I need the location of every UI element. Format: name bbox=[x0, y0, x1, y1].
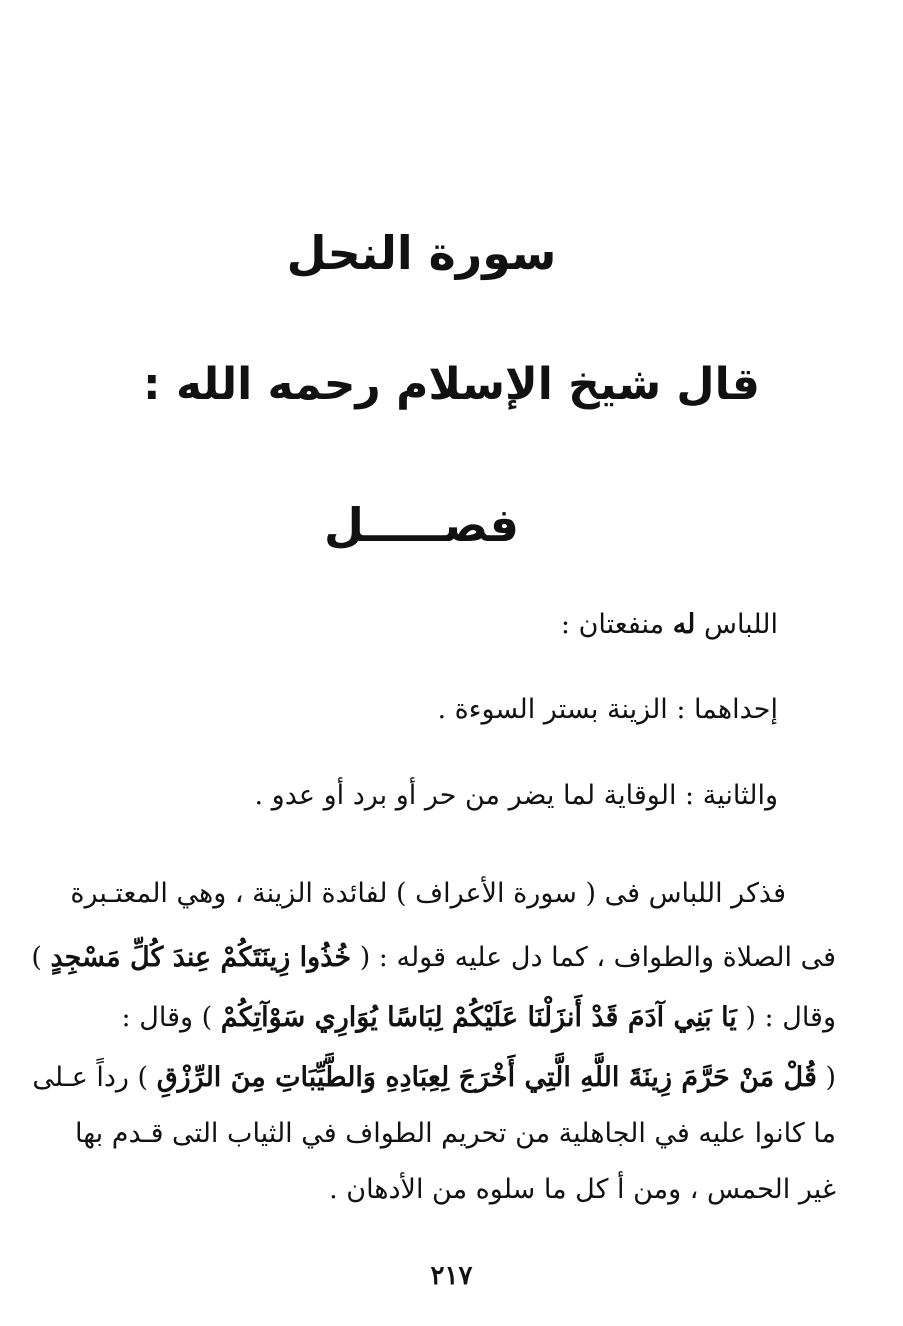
text-fragment: منفعتان : bbox=[560, 609, 665, 640]
surah-title: سورة النحل bbox=[286, 226, 557, 280]
text-fragment-bold: له bbox=[672, 609, 696, 640]
text-line-second: والثانية : الوقاية لما يضر من حر أو برد أو عدو . bbox=[254, 780, 778, 811]
quran-verse: قُلْ مَنْ حَرَّمَ زِينَةَ اللَّهِ الَّتِي أَخْرَجَ لِعِبَادِهِ وَالطَّيِّبَاتِ مِنَ الرِّزْقِ bbox=[156, 1062, 817, 1093]
paragraph-line: غير الحمس ، ومن أ كل ما سلوه من الأدهان . bbox=[329, 1174, 836, 1205]
paragraph-line bbox=[32, 1058, 836, 1098]
text-fragment: ) رداً عـلى bbox=[32, 1062, 149, 1093]
quran-verse: خُذُوا زِينَتَكُمْ عِندَ كُلِّ مَسْجِدٍ bbox=[50, 942, 352, 973]
sheikh-heading: قال شيخ الإسلام رحمه الله : bbox=[143, 359, 760, 410]
text-fragment: وقال : ( bbox=[745, 1002, 836, 1033]
page-number: ٢١٧ bbox=[430, 1261, 473, 1291]
quran-verse: يَا بَنِي آدَمَ قَدْ أَنزَلْنَا عَلَيْكُمْ لِبَاسًا يُوَارِي سَوْآتِكُمْ bbox=[220, 1002, 737, 1033]
paragraph-line bbox=[111, 998, 836, 1038]
paragraph-line: ما كانوا عليه في الجاهلية من تحريم الطواف في الثياب التى قـدم بها bbox=[75, 1118, 836, 1149]
text-fragment: ) وقال : bbox=[121, 1002, 213, 1033]
text-fragment: فى الصلاة والطواف ، كما دل عليه قوله : ( bbox=[359, 942, 836, 973]
text-line-first: إحداهما : الزينة بستر السوءة . bbox=[437, 694, 778, 725]
paragraph-line bbox=[31, 938, 836, 978]
paragraph-line: فذكر اللباس فى ( سورة الأعراف ) لفائدة الزينة ، وهي المعتـبرة bbox=[70, 878, 786, 909]
section-heading: فصـــــل bbox=[323, 498, 520, 552]
text-line-benefits bbox=[561, 605, 778, 645]
text-fragment: اللباس bbox=[704, 609, 778, 640]
text-fragment: ( bbox=[825, 1062, 836, 1093]
text-fragment: ) bbox=[31, 942, 42, 973]
